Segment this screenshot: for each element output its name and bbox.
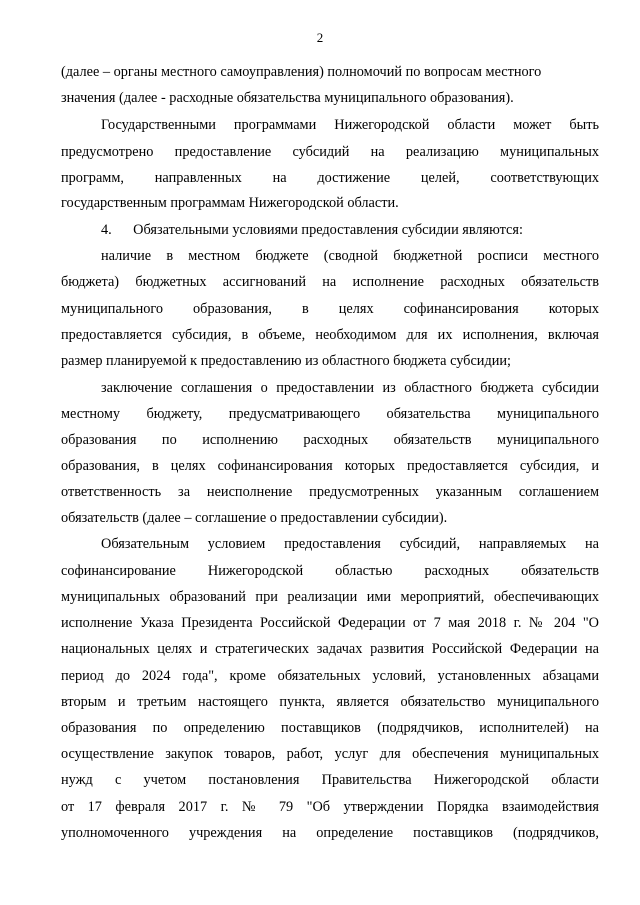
text-line: бюджета) бюджетных ассигнований на исполнение расходных обязательств: [61, 274, 599, 290]
text-line: образования по исполнению расходных обязательств муниципального: [61, 432, 599, 448]
text-line: Государственными программами Нижегородской области может быть: [101, 117, 599, 133]
text-line: образования по определению поставщиков (подрядчиков, исполнителей) на: [61, 720, 599, 736]
text-line: софинансирование Нижегородской областью расходных обязательств: [61, 563, 599, 579]
text-line: 4. Обязательными условиями предоставления субсидии являются:: [101, 222, 523, 238]
page-number: 2: [316, 30, 324, 45]
text-line: от 17 февраля 2017 г. № 79 "Об утверждении Порядка взаимодействия: [61, 799, 599, 815]
text-line: нужд с учетом постановления Правительства Нижегородской области: [61, 772, 599, 788]
text-line: вторым и третьим настоящего пункта, является обязательство муниципального: [61, 694, 599, 710]
text-line: значения (далее - расходные обязательства муниципального образования).: [61, 90, 514, 106]
text-line: обязательств (далее – соглашение о предоставлении субсидии).: [61, 510, 448, 526]
text-line: (далее – органы местного самоуправления) полномочий по вопросам местного: [61, 64, 542, 80]
text-line: уполномоченного учреждения на определение поставщиков (подрядчиков,: [61, 825, 599, 841]
text-line: государственным программам Нижегородской области.: [61, 195, 399, 211]
text-line: предоставляется субсидия, в объеме, необходимом для их исполнения, включая: [61, 327, 599, 343]
text-line: муниципального образования, в целях софинансирования которых: [61, 301, 599, 317]
text-line: национальных целях и стратегических задачах развития Российской Федерации на: [61, 641, 599, 657]
text-line: предусмотрено предоставление субсидий на реализацию муниципальных: [61, 144, 599, 160]
text-line: ответственность за неисполнение предусмотренных указанным соглашением: [61, 484, 599, 500]
text-line: образования, в целях софинансирования которых предоставляется субсидия, и: [61, 458, 599, 474]
text-line: местному бюджету, предусматривающего обязательства муниципального: [61, 406, 599, 422]
text-line: муниципальных образований при реализации ими мероприятий, обеспечивающих: [61, 589, 599, 605]
text-line: программ, направленных на достижение целей, соответствующих: [61, 170, 599, 186]
text-line: исполнение Указа Президента Российской Федерации от 7 мая 2018 г. № 204 "О: [61, 615, 599, 631]
text-line: размер планируемой к предоставлению из областного бюджета субсидии;: [61, 353, 512, 369]
text-line: наличие в местном бюджете (сводной бюджетной росписи местного: [101, 248, 599, 264]
text-line: период до 2024 года", кроме обязательных условий, установленных абзацами: [61, 668, 599, 684]
text-line: заключение соглашения о предоставлении из областного бюджета субсидии: [101, 380, 599, 396]
text-line: осуществление закупок товаров, работ, услуг для обеспечения муниципальных: [61, 746, 599, 762]
text-line: Обязательным условием предоставления субсидий, направляемых на: [101, 536, 599, 552]
